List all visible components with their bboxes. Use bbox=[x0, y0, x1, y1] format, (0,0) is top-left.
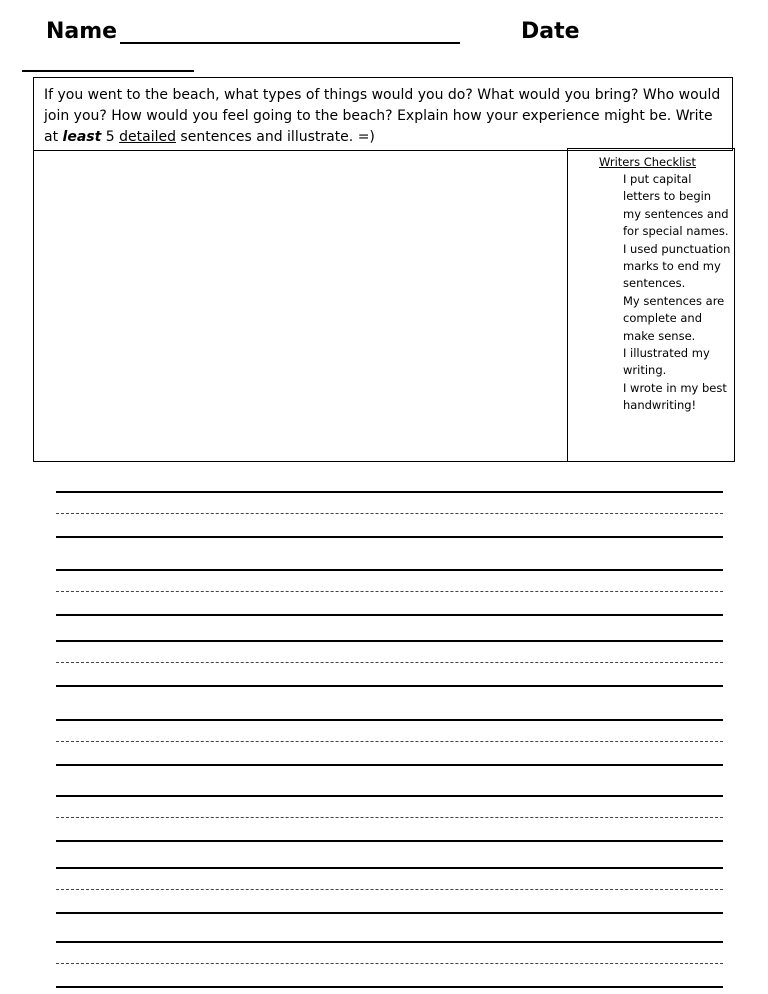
prompt-bold-word: least bbox=[62, 129, 102, 145]
checklist-item: My sentences are complete and make sense. bbox=[623, 293, 725, 343]
top-line bbox=[56, 941, 723, 943]
top-line bbox=[56, 640, 723, 642]
date-blank-line[interactable] bbox=[22, 70, 194, 72]
mid-dashed-line bbox=[56, 662, 723, 663]
prompt-text-part1: If you went to the beach, what types of things would you do? What would you bring? Who would join you? How would you feel going to the beach? Explain how your experience might be. Write at bbox=[44, 87, 721, 145]
base-line bbox=[56, 764, 723, 766]
illustration-box[interactable] bbox=[33, 150, 568, 462]
checklist-title: Writers Checklist bbox=[599, 155, 697, 169]
checklist-item: I illustrated my writing. bbox=[623, 346, 710, 378]
base-line bbox=[56, 536, 723, 538]
base-line bbox=[56, 685, 723, 687]
writers-checklist bbox=[567, 148, 735, 462]
name-blank-line[interactable] bbox=[120, 42, 460, 44]
checklist-items bbox=[623, 171, 731, 415]
top-line bbox=[56, 719, 723, 721]
base-line bbox=[56, 986, 723, 988]
top-line bbox=[56, 491, 723, 493]
checklist-item: I wrote in my best handwriting! bbox=[623, 380, 727, 413]
name-label: Name bbox=[46, 19, 118, 44]
mid-dashed-line bbox=[56, 741, 723, 742]
base-line bbox=[56, 614, 723, 616]
base-line bbox=[56, 840, 723, 842]
mid-dashed-line bbox=[56, 889, 723, 890]
writing-prompt bbox=[33, 77, 733, 151]
mid-dashed-line bbox=[56, 963, 723, 964]
date-label: Date bbox=[521, 19, 580, 44]
base-line bbox=[56, 912, 723, 914]
checklist-item: I put capital letters to begin my sentences and for special names. bbox=[623, 172, 729, 239]
prompt-text-part3: sentences and illustrate. =) bbox=[175, 129, 375, 145]
prompt-underlined-word: detailed bbox=[119, 129, 176, 145]
mid-dashed-line bbox=[56, 591, 723, 592]
mid-dashed-line bbox=[56, 513, 723, 514]
mid-dashed-line bbox=[56, 817, 723, 818]
checklist-item: I used punctuation marks to end my sentences. bbox=[623, 241, 731, 291]
top-line bbox=[56, 795, 723, 797]
top-line bbox=[56, 569, 723, 571]
prompt-text-part2: 5 bbox=[101, 129, 120, 145]
top-line bbox=[56, 867, 723, 869]
